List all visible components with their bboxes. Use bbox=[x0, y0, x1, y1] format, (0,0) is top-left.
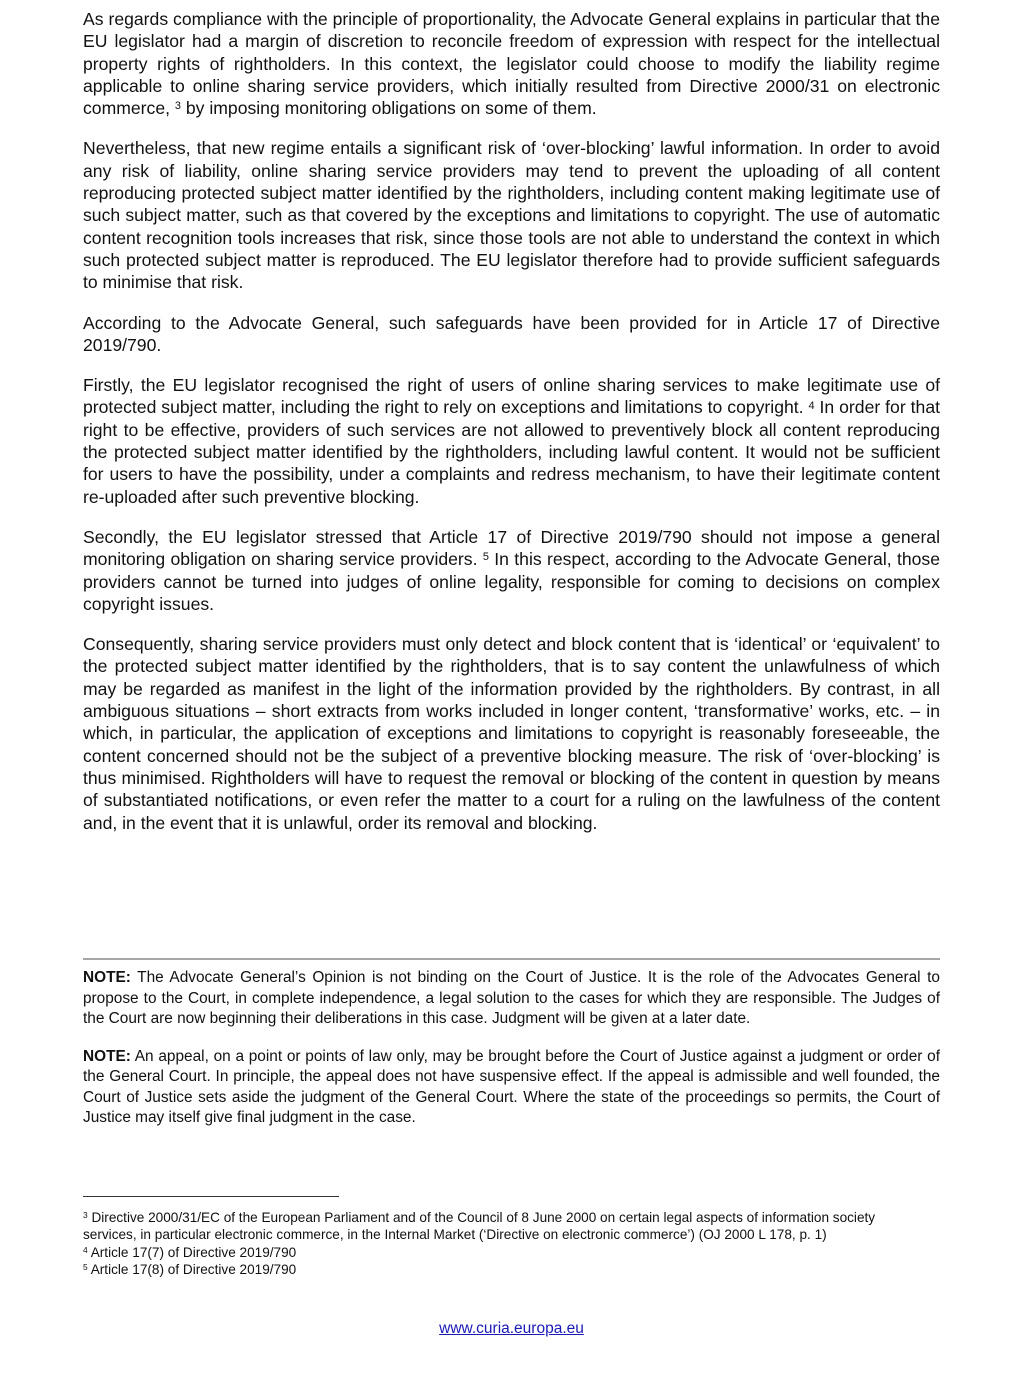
footnote-4: $^4$ Article 17(7) of Directive 2019/790 bbox=[83, 1244, 297, 1260]
note-label: NOTE: bbox=[83, 969, 131, 986]
paragraph-proportionality: As regards compliance with the principle of proportionality, the Advocate General explains in particular that the EU legislator had a margin of discretion to reconcile freedom of expression with respect for the intellectual property rights of rightholders. In this context, the legislator could choose to modify the liability regime applicable to online sharing service providers, which initially resulted from Directive 2000/31 on electronic commerce, $^3$ by imposing monitoring obligations on some of them. bbox=[83, 9, 940, 119]
paragraph-firstly: Firstly, the EU legislator recognised the right of users of online sharing services to make legitimate use of protected subject matter, including the right to rely on exceptions and limitations to copyright. $^4$ In order for that right to be effective, providers of such services are not allowed to preventively block all content reproducing the protected subject matter identified by the rightholders, including lawful content. It would not be sufficient for users to have the possibility, under a complaints and redress mechanism, to have their legitimate content re-uploaded after such preventive blocking. bbox=[83, 375, 940, 507]
notes-section bbox=[83, 968, 940, 1146]
notes-divider bbox=[83, 958, 940, 960]
footnote-ref-3[interactable]: 3 bbox=[174, 100, 181, 113]
footnote-number: 5 bbox=[83, 1262, 88, 1273]
footnote-5: $^5$ Article 17(8) of Directive 2019/790 bbox=[83, 1261, 297, 1277]
footnote-3: $^3$ Directive 2000/31/EC of the European Parliament and of the Council of 8 June 2000 on certain legal aspects of information society services, in particular electronic commerce, in the Internal Market (‘Directive on electronic commerce’) (OJ 2000 L 178, p. 1) bbox=[83, 1210, 876, 1243]
footnote-number: 4 bbox=[83, 1244, 88, 1255]
footnote-ref-4[interactable]: 4 bbox=[808, 399, 815, 412]
body-text bbox=[83, 8, 940, 852]
paragraph-over-blocking-risk: Nevertheless, that new regime entails a significant risk of ‘over-blocking’ lawful information. In order to avoid any risk of liability, online sharing service providers may tend to prevent the uploading of all content reproducing protected subject matter identified by the rightholders, including content making legitimate use of such subject matter, such as that covered by the exceptions and limitations to copyright. The use of automatic content recognition tools increases that risk, since those tools are not able to understand the context in which such protected subject matter is reproduced. The EU legislator therefore had to provide sufficient safeguards to minimise that risk. bbox=[83, 138, 940, 293]
footnote-ref-5[interactable]: 5 bbox=[482, 551, 489, 564]
paragraph-safeguards: According to the Advocate General, such safeguards have been provided for in Article 17 of Directive 2019/790. bbox=[83, 312, 940, 355]
note-appeal: NOTE: An appeal, on a point or points of law only, may be brought before the Court of Justice against a judgment or order of the General Court. In principle, the appeal does not have suspensive effect. If the appeal is admissible and well founded, the Court of Justice sets aside the judgment of the General Court. Where the state of the proceedings so permits, the Court of Justice may itself give final judgment in the case. bbox=[83, 1047, 940, 1126]
footnote-number: 3 bbox=[83, 1210, 88, 1221]
paragraph-consequently: Consequently, sharing service providers must only detect and block content that is ‘identical’ or ‘equivalent’ to the protected subject matter identified by the rightholders, that is to say content the unlawfulness of which may be regarded as manifest in the light of the information provided by the rightholders. By contrast, in all ambiguous situations – short extracts from works included in longer content, ‘transformative’ works, etc. – in which, in particular, the application of exceptions and limitations to copyright is reasonably foreseeable, the content concerned should not be the subject of a preventive blocking measure. The risk of ‘over-blocking’ is thus minimised. Rightholders will have to request the removal or blocking of the content in question by means of substantiated notifications, or even refer the matter to a court for a ruling on the lawfulness of the content and, in the event that it is unlawful, order its removal and blocking. bbox=[83, 634, 940, 833]
paragraph-secondly: Secondly, the EU legislator stressed that Article 17 of Directive 2019/790 should not impose a general monitoring obligation on sharing service providers. $^5$ In this respect, according to the Advocate General, those providers cannot be turned into judges of online legality, responsible for coming to decisions on complex copyright issues. bbox=[83, 526, 941, 614]
note-label: NOTE: bbox=[83, 1047, 131, 1065]
footnotes bbox=[83, 1209, 883, 1278]
curia-website-link[interactable]: www.curia.europa.eu bbox=[439, 1320, 584, 1337]
note-opinion-not-binding: NOTE: The Advocate General’s Opinion is not binding on the Court of Justice. It is the role of the Advocates General to propose to the Court, in complete independence, a legal solution to the cases for which they are responsible. The Judges of the Court are now beginning their deliberations in this case. Judgment will be given at a later date. bbox=[83, 969, 940, 1027]
footnote-divider bbox=[83, 1196, 339, 1197]
